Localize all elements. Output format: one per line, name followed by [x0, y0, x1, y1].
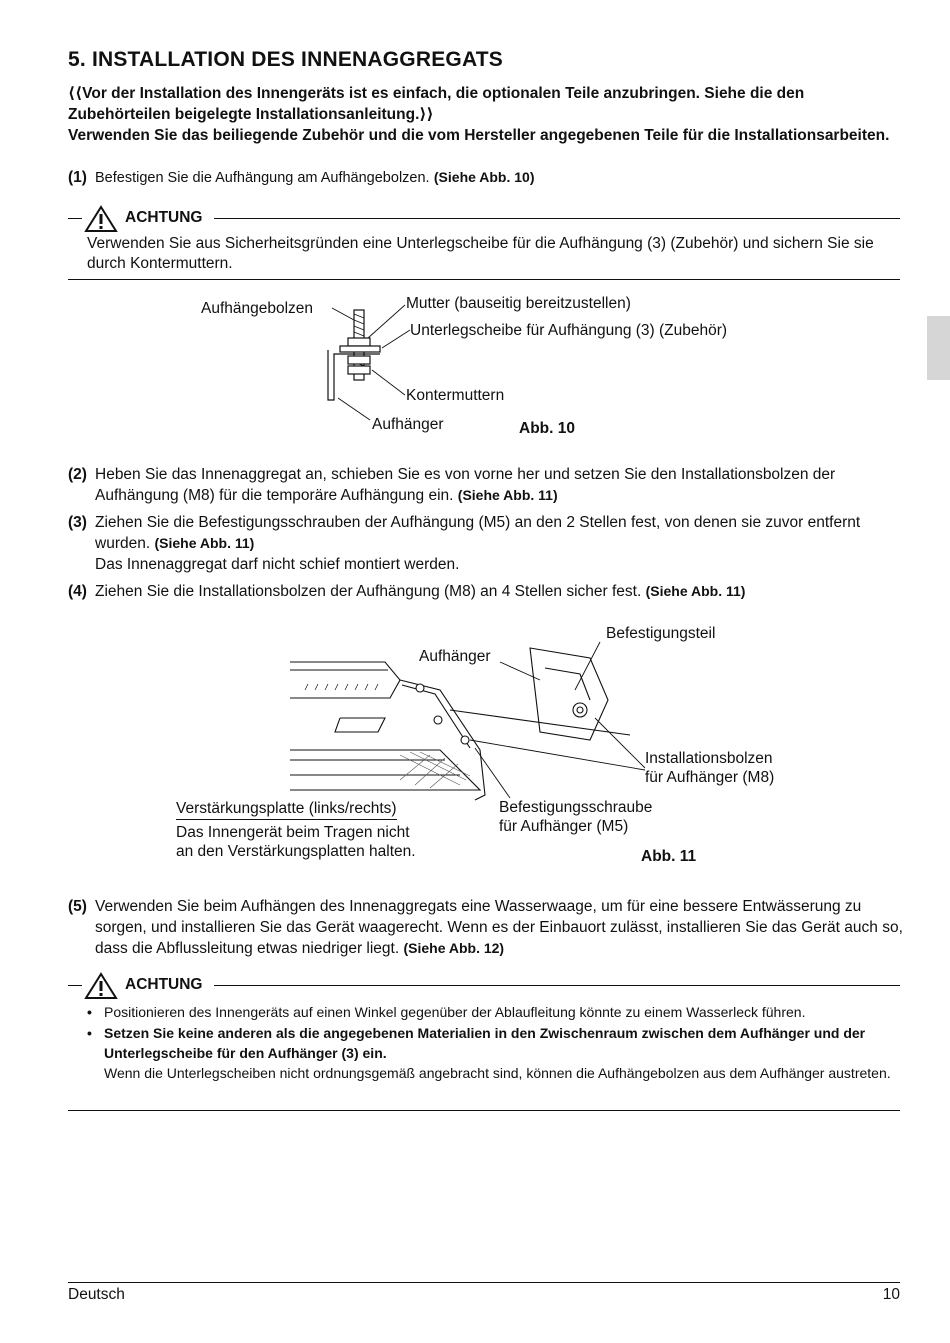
step-5 [68, 896, 908, 959]
step-2-ref: (Siehe Abb. 11) [457, 487, 558, 503]
caution-2-bullet-2-bold: Setzen Sie keine anderen als die angegebenen Materialien in den Zwischenraum zwischen dem Aufhänger und der Unterlegscheibe für den Aufhänger (3) ein. [104, 1025, 866, 1061]
caution-2-bullet-1-text: Positionieren des Innengeräts auf einen Winkel gegenüber der Ablaufleitung könnte zu einem Wasserleck führen. [104, 1004, 806, 1020]
fig11-plate-note-1: Das Innengerät beim Tragen nicht [176, 824, 410, 841]
fig10-hanger-label: Aufhänger [372, 416, 444, 433]
intro-note: ⟨⟨Vor der Installation des Innengeräts ist es einfach, die optionalen Teile anzubringen. Siehe die den Zubehörteilen beigelegte Installationsanleitung.⟩⟩ [68, 85, 805, 123]
step-3-ref: (Siehe Abb. 11) [154, 535, 255, 551]
fig11-bolt-label-2: für Aufhänger (M8) [645, 769, 775, 786]
caution-1-text: Verwenden Sie aus Sicherheitsgründen eine Unterlegscheibe für die Aufhängung (3) (Zubehör) und sichern Sie sie durch Kontermuttern. [87, 235, 874, 272]
step-2-number: (2) [68, 466, 87, 483]
warning-icon [84, 205, 118, 233]
step-3-number: (3) [68, 514, 87, 531]
step-2-text: Heben Sie das Innenaggregat an, schieben Sie es von vorne her und setzen Sie den Installationsbolzen der Aufhängung (M8) für die temporäre Aufhängung ein. [95, 466, 836, 504]
fig11-bolt-label-1: Installationsbolzen [645, 750, 773, 767]
step-1-ref: (Siehe Abb. 10) [433, 169, 535, 185]
fig10-caption: Abb. 10 [519, 420, 575, 437]
step-4-number: (4) [68, 583, 87, 600]
step-4-text: Ziehen Sie die Installationsbolzen der Aufhängung (M8) an 4 Stellen sicher fest. [95, 583, 642, 600]
caution-2-label: ACHTUNG [125, 976, 203, 993]
footer-language: Deutsch [68, 1286, 125, 1303]
step-5-number: (5) [68, 898, 87, 915]
fig11-caption: Abb. 11 [641, 848, 697, 865]
footer-rule [68, 1282, 900, 1283]
fig11-bracket-label: Befestigungsteil [606, 625, 716, 642]
fig11-plate-label: Verstärkungsplatte (links/rechts) [176, 800, 397, 820]
warning-icon [84, 972, 118, 1000]
fig11-screw-label-2: für Aufhänger (M5) [499, 818, 629, 835]
fig11-screw-label-1: Befestigungsschraube [499, 799, 653, 816]
step-5-ref: (Siehe Abb. 12) [403, 940, 505, 956]
step-2 [68, 464, 908, 506]
step-1 [68, 167, 908, 189]
fig11-plate-note-2: an den Verstärkungsplatten halten. [176, 843, 416, 860]
fig10-drawing [300, 290, 420, 430]
step-3-extra: Das Innenaggregat darf nicht schief montiert werden. [95, 556, 460, 573]
fig11-hanger-label: Aufhänger [419, 648, 491, 665]
step-1-number: (1) [68, 169, 87, 186]
step-4 [68, 581, 908, 602]
caution-1-rule [68, 279, 900, 280]
caution-2-header [68, 975, 900, 997]
step-3-text: Ziehen Sie die Befestigungsschrauben der Aufhängung (M5) an den 2 Stellen fest, von denen sie zuvor entfernt wurden. [95, 514, 861, 552]
caution-2-rule [68, 1110, 900, 1111]
caution-2-bullet-1: • Positionieren des Innengeräts auf einen Winkel gegenüber der Ablaufleitung könnte zu einem Wasserleck führen. [87, 1002, 897, 1022]
step-5-text: Verwenden Sie beim Aufhängen des Innenaggregats eine Wasserwaage, um für eine bessere Entwässerung zu sorgen, und installieren Sie das Gerät waagerecht. Wenn es der Einbauort zulässt, installieren Sie das Gerät auch so, dass die Abflussleitung etwas niedriger liegt. [95, 898, 903, 957]
side-tab-marker [927, 316, 950, 380]
page-number: 10 [882, 1286, 900, 1303]
caution-1-header [68, 208, 900, 230]
section-title: 5. INSTALLATION DES INNENAGGREGATS [68, 48, 503, 71]
step-4-ref: (Siehe Abb. 11) [645, 583, 746, 599]
fig10-nut-label: Mutter (bauseitig bereitzustellen) [406, 295, 631, 312]
step-1-text: Befestigen Sie die Aufhängung am Aufhängebolzen. [95, 170, 430, 186]
caution-2-bullet-2-text: Wenn die Unterlegscheiben nicht ordnungsgemäß angebracht sind, können die Aufhängebolzen aus dem Aufhänger austreten. [104, 1065, 891, 1081]
caution-1-label: ACHTUNG [125, 209, 203, 226]
caution-2-bullet-2: • Setzen Sie keine anderen als die angegebenen Materialien in den Zwischenraum zwischen dem Aufhänger und der Unterlegscheibe für den Aufhänger (3) ein. Wenn die Unterlegscheiben nicht ordnungsgemäß angebracht sind, können die Aufhängebolzen aus dem Aufhänger austreten. [87, 1025, 891, 1081]
fig10-washer-label: Unterlegscheibe für Aufhängung (3) (Zubehör) [410, 322, 728, 339]
step-3 [68, 512, 908, 575]
fig10-locknuts-label: Kontermuttern [406, 387, 505, 404]
fig10-bolt-label: Aufhängebolzen [201, 300, 314, 317]
intro-general: Verwenden Sie das beiliegende Zubehör und die vom Hersteller angegebenen Teile für die Installationsarbeiten. [68, 127, 890, 144]
